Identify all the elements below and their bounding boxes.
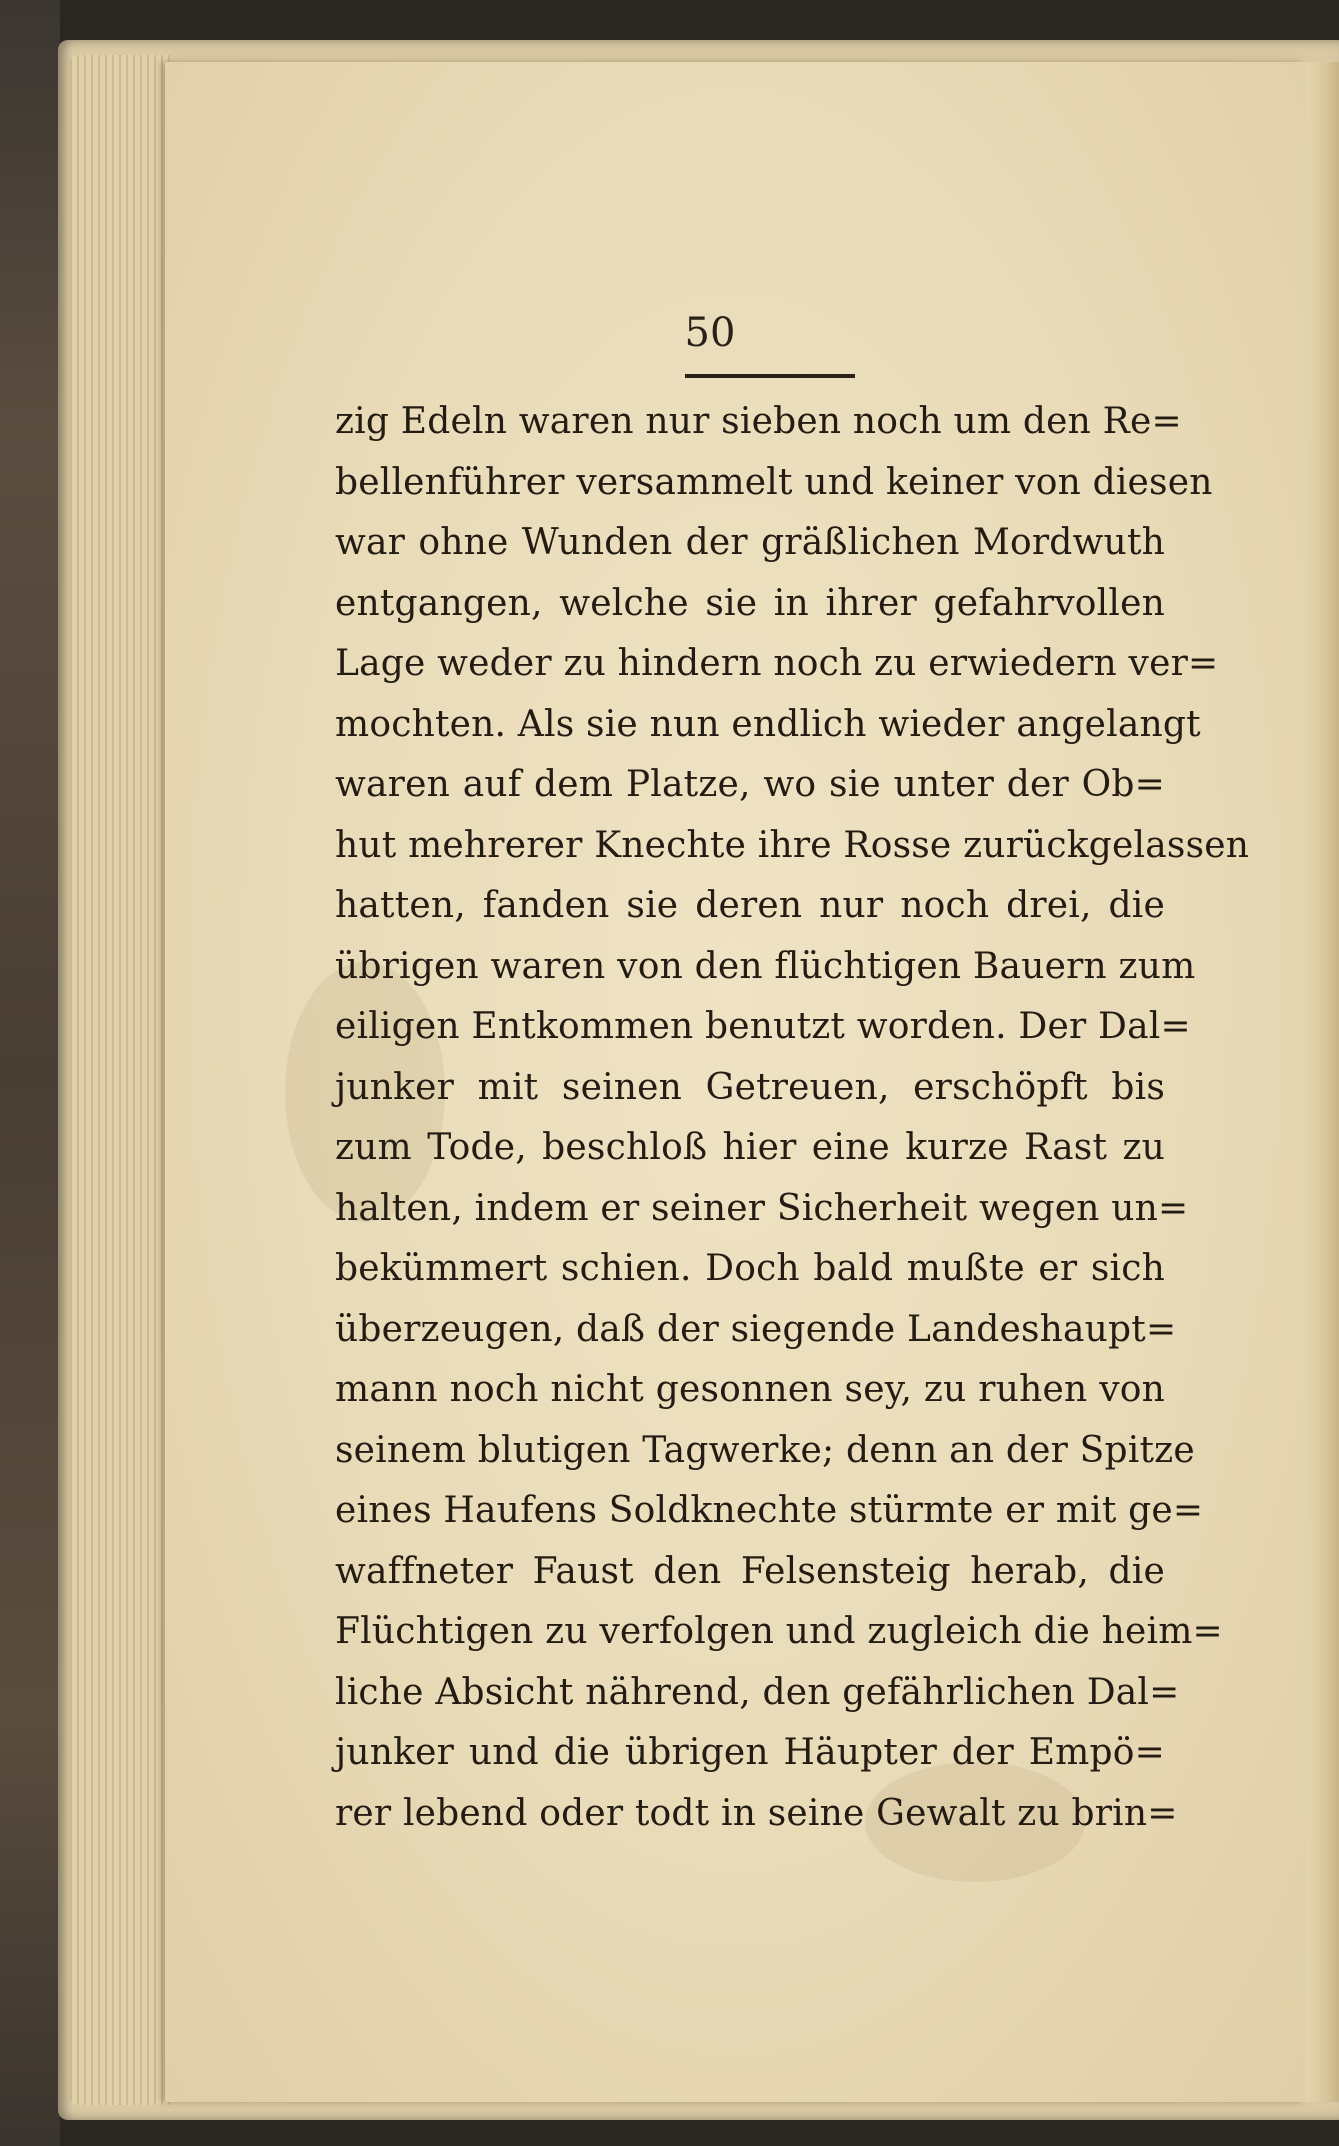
text-line: rer lebend oder todt in seine Gewalt zu brin= (335, 1792, 1178, 1834)
text-line: liche Absicht nährend, den gefährlichen Dal= (335, 1671, 1180, 1713)
facing-page-edge (1305, 62, 1339, 2102)
text-line: mochten. Als sie nun endlich wieder angelangt (335, 703, 1201, 745)
text-line: überzeugen, daß der siegende Landeshaupt= (335, 1308, 1177, 1350)
text-line: eiligen Entkommen benutzt worden. Der Dal= (335, 1006, 1191, 1047)
text-line: hut mehrerer Knechte ihre Rosse zurückgelassen (335, 824, 1250, 866)
text-line: seinem blutigen Tagwerke; denn an der Spitze (335, 1429, 1195, 1471)
page-edges (70, 55, 170, 2105)
text-line: hatten, fanden sie deren nur noch drei, die (335, 885, 1165, 926)
text-line: junker mit seinen Getreuen, erschöpft bis (335, 1066, 1165, 1108)
text-line: entgangen, welche sie in ihrer gefahrvollen (335, 582, 1165, 624)
text-line: junker und die übrigen Häupter der Empö= (335, 1732, 1165, 1773)
text-line: Lage weder zu hindern noch zu erwiedern ver= (335, 643, 1219, 684)
text-line: Flüchtigen zu verfolgen und zugleich die heim= (335, 1611, 1223, 1652)
body-text (335, 392, 1250, 1844)
text-line: waren auf dem Platze, wo sie unter der Ob= (335, 764, 1165, 805)
book-cover-edge (0, 0, 60, 2146)
text-line: bellenführer versammelt und keiner von diesen (335, 461, 1213, 503)
header-rule (685, 374, 855, 378)
text-line: bekümmert schien. Doch bald mußte er sich (335, 1248, 1165, 1289)
page-number: 50 (684, 310, 736, 356)
text-line: eines Haufens Soldknechte stürmte er mit ge= (335, 1490, 1204, 1531)
text-line: übrigen waren von den flüchtigen Bauern zum (335, 945, 1196, 987)
text-line: war ohne Wunden der gräßlichen Mordwuth (335, 522, 1165, 563)
text-line: halten, indem er seiner Sicherheit wegen un= (335, 1187, 1189, 1229)
book-page (165, 62, 1305, 2102)
text-line: zig Edeln waren nur sieben noch um den Re= (335, 401, 1182, 442)
text-line: waffneter Faust den Felsensteig herab, die (335, 1550, 1165, 1592)
text-line: mann noch nicht gesonnen sey, zu ruhen von (335, 1369, 1165, 1410)
text-line: zum Tode, beschloß hier eine kurze Rast zu (335, 1127, 1165, 1168)
